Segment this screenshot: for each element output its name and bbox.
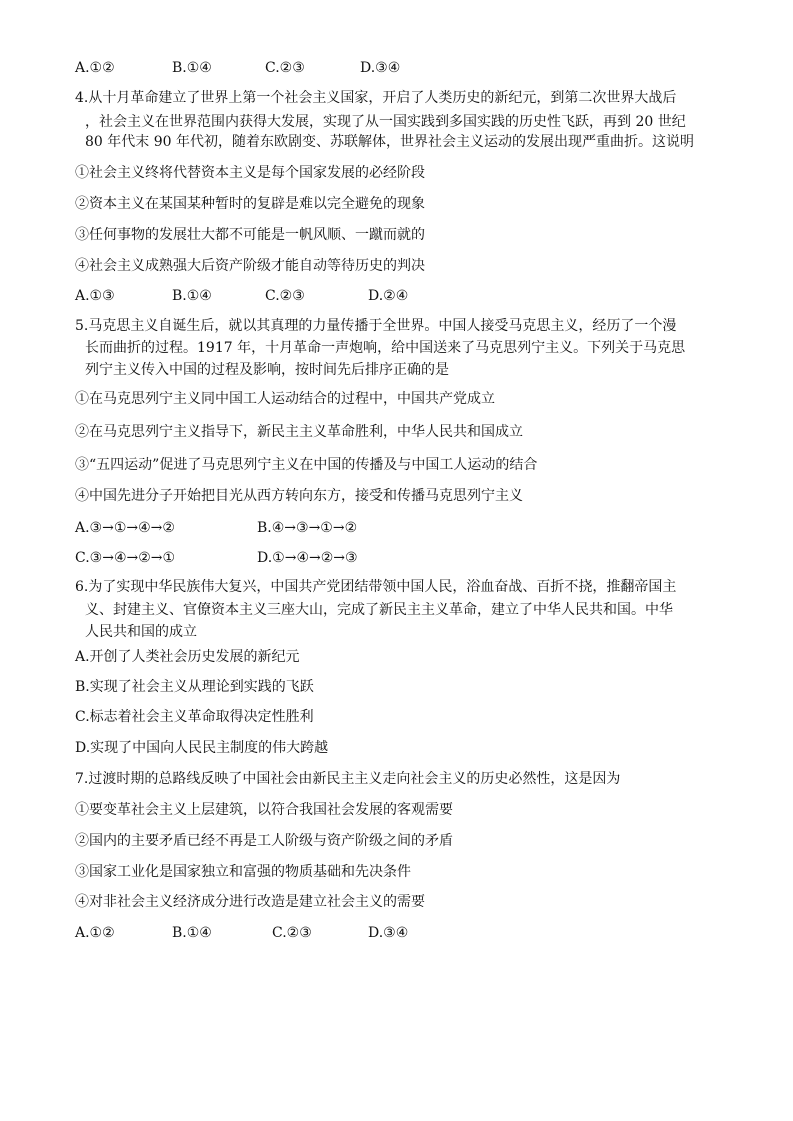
question-stem-line: 5.马克思主义自诞生后，就以其真理的力量传播于全世界。中国人接受马克思主义，经历了一个漫 [75, 318, 677, 334]
statement-4: ④社会主义成熟强大后资产阶级才能自动等待历史的判决 [75, 258, 425, 274]
statement-3: ③国家工业化是国家独立和富强的物质基础和先决条件 [75, 864, 411, 880]
question-stem-line: 长而曲折的过程。1917 年，十月革命一声炮响，给中国送来了马克思列宁主义。下列关于马克思 [85, 340, 686, 356]
statement-2: ②在马克思列宁主义指导下，新民主主义革命胜利，中华人民共和国成立 [75, 424, 523, 440]
option-a: A.开创了人类社会历史发展的新纪元 [75, 649, 300, 665]
question-stem-line: 7.过渡时期的总路线反映了中国社会由新民主主义走向社会主义的历史必然性，这是因为 [75, 771, 621, 787]
option-c: C.标志着社会主义革命取得决定性胜利 [75, 709, 314, 725]
option-c: C.②③ [265, 288, 305, 304]
question-stem-line: 6.为了实现中华民族伟大复兴，中国共产党团结带领中国人民，浴血奋战、百折不挠，推翻帝国主 [75, 579, 677, 595]
option-a: A.①② [75, 925, 115, 941]
option-b: B.①④ [172, 925, 212, 941]
statement-1: ①社会主义终将代替资本主义是每个国家发展的必经阶段 [75, 165, 425, 181]
statement-3: ③“五四运动”促进了马克思列宁主义在中国的传播及与中国工人运动的结合 [75, 457, 538, 473]
option-d: D.实现了中国向人民民主制度的伟大跨越 [75, 740, 329, 756]
option-c: C.②③ [265, 60, 305, 76]
question-stem-line: 4.从十月革命建立了世界上第一个社会主义国家，开启了人类历史的新纪元，到第二次世界大战后 [75, 90, 677, 106]
statement-2: ②国内的主要矛盾已经不再是工人阶级与资产阶级之间的矛盾 [75, 833, 453, 849]
option-a: A.①② [75, 60, 115, 76]
option-d: D.③④ [360, 60, 401, 76]
option-b: B.①④ [172, 60, 212, 76]
option-c: C.②③ [272, 925, 312, 941]
option-b: B.④→③→①→② [257, 520, 358, 536]
statement-4: ④中国先进分子开始把目光从西方转向东方，接受和传播马克思列宁主义 [75, 488, 523, 504]
option-b: B.实现了社会主义从理论到实践的飞跃 [75, 679, 314, 695]
option-c: C.③→④→②→① [75, 550, 176, 566]
question-stem-line: 义、封建主义、官僚资本主义三座大山，完成了新民主主义革命，建立了中华人民共和国。中华 [85, 602, 673, 618]
question-stem-line: 列宁主义传入中国的过程及影响，按时间先后排序正确的是 [85, 362, 449, 378]
question-stem-line: 人民共和国的成立 [85, 624, 197, 640]
option-d: D.③④ [368, 925, 409, 941]
statement-1: ①要变革社会主义上层建筑，以符合我国社会发展的客观需要 [75, 802, 453, 818]
statement-4: ④对非社会主义经济成分进行改造是建立社会主义的需要 [75, 894, 425, 910]
option-b: B.①④ [172, 288, 212, 304]
statement-3: ③任何事物的发展壮大都不可能是一帆风顺、一蹴而就的 [75, 227, 425, 243]
statement-2: ②资本主义在某国某种暂时的复辟是难以完全避免的现象 [75, 196, 425, 212]
option-a: A.③→①→④→② [75, 520, 175, 536]
question-stem-line: ，社会主义在世界范围内获得大发展，实现了从一国实践到多国实践的历史性飞跃，再到 20 世纪 [85, 114, 686, 130]
option-d: D.①→④→②→③ [257, 550, 358, 566]
question-stem-line: 80 年代末 90 年代初，随着东欧剧变、苏联解体，世界社会主义运动的发展出现严重曲折。这说明 [85, 134, 694, 150]
option-d: D.②④ [368, 288, 409, 304]
option-a: A.①③ [75, 288, 115, 304]
statement-1: ①在马克思列宁主义同中国工人运动结合的过程中，中国共产党成立 [75, 391, 495, 407]
